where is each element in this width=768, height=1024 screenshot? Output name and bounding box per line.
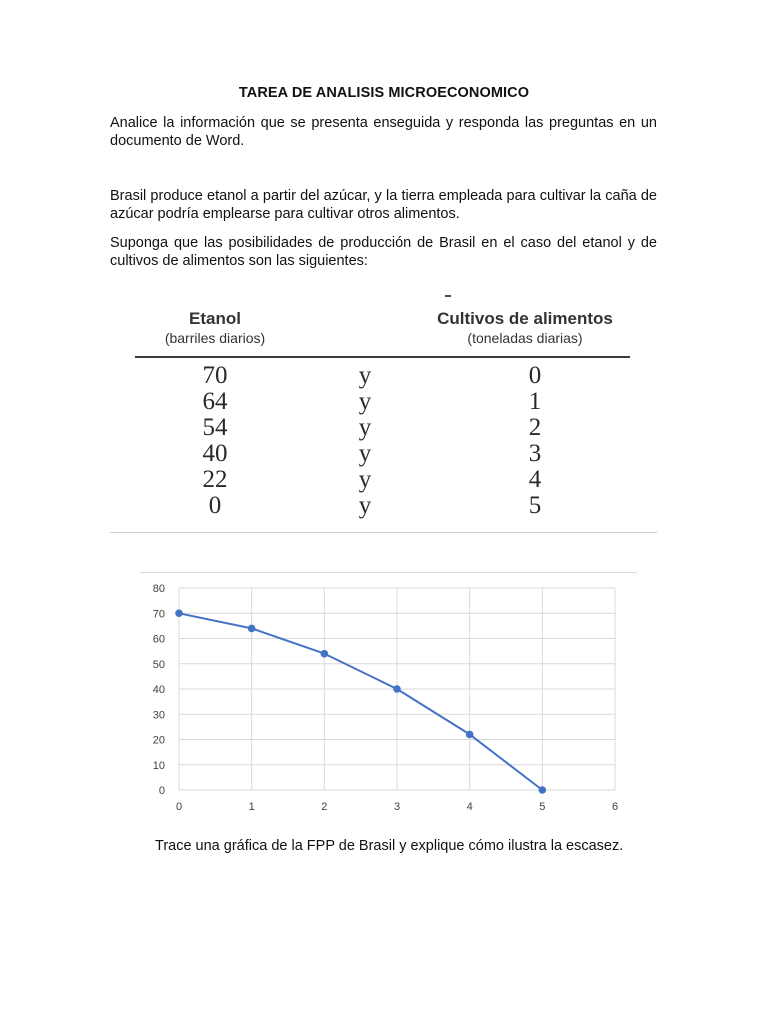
header-rule xyxy=(135,356,630,358)
question-text: Trace una gráfica de la FPP de Brasil y explique cómo ilustra la escasez. xyxy=(155,838,624,854)
document-title: TAREA DE ANALISIS MICROECONOMICO xyxy=(238,85,530,101)
y-tick-label: 70 xyxy=(152,608,165,621)
header-cultivos-unit: (toneladas diarias) xyxy=(467,330,583,346)
etanol-value: 54 xyxy=(202,414,228,441)
y-tick-label: 0 xyxy=(158,785,165,797)
y-tick-label: 60 xyxy=(152,633,165,646)
data-point xyxy=(175,609,183,617)
section-divider xyxy=(110,532,657,533)
y-tick-label: 30 xyxy=(152,709,165,722)
table-row xyxy=(135,441,630,467)
conjunction: y xyxy=(358,440,372,467)
ppf-chart-svg xyxy=(140,572,637,824)
conjunction: y xyxy=(358,466,372,493)
cultivos-value: 4 xyxy=(528,466,542,493)
cultivos-value: 0 xyxy=(528,362,542,389)
data-point xyxy=(393,685,401,693)
data-point xyxy=(539,786,547,794)
header-etanol xyxy=(135,309,295,347)
cultivos-value: 5 xyxy=(528,492,542,519)
assumption-paragraph: Suponga que las posibilidades de producción de Brasil en el caso del etanol y de cultivos de alimentos son las siguientes: xyxy=(110,235,657,269)
etanol-value: 40 xyxy=(202,440,228,467)
etanol-value: 0 xyxy=(208,492,222,519)
table-row xyxy=(135,389,630,415)
production-possibilities-table xyxy=(135,295,630,525)
conjunction: y xyxy=(358,362,372,389)
y-tick-label: 20 xyxy=(152,734,165,747)
y-tick-label: 80 xyxy=(152,583,165,595)
etanol-value: 70 xyxy=(202,362,228,389)
x-tick-label: 4 xyxy=(466,801,473,813)
context-paragraph: Brasil produce etanol a partir del azúcar, y la tierra empleada para cultivar la caña de azúcar podría emplearse para cultivar otros alimentos. xyxy=(110,188,657,222)
series-line xyxy=(179,613,542,790)
table-row xyxy=(135,363,630,389)
ppf-chart xyxy=(140,572,637,824)
intro-paragraph: Analice la información que se presenta enseguida y responda las preguntas en un documento de Word. xyxy=(110,115,657,149)
cultivos-value: 3 xyxy=(528,440,542,467)
x-tick-label: 3 xyxy=(393,801,401,813)
header-cultivos-title: Cultivos de alimentos xyxy=(437,309,613,328)
table-row xyxy=(135,467,630,493)
x-tick-label: 6 xyxy=(611,801,619,813)
x-tick-label: 2 xyxy=(321,801,328,813)
conjunction: y xyxy=(358,492,372,519)
table-row xyxy=(135,415,630,441)
header-cultivos xyxy=(425,309,625,347)
etanol-value: 22 xyxy=(202,466,228,493)
x-tick-label: 5 xyxy=(539,801,546,813)
x-tick-label: 0 xyxy=(175,801,183,813)
header-etanol-title: Etanol xyxy=(189,309,241,328)
data-point xyxy=(466,731,474,739)
etanol-value: 64 xyxy=(202,388,228,415)
table-row xyxy=(135,493,630,519)
data-point xyxy=(321,650,329,658)
y-tick-label: 40 xyxy=(152,684,165,696)
y-tick-label: 50 xyxy=(152,658,165,671)
data-point xyxy=(248,625,256,633)
header-etanol-unit: (barriles diarios) xyxy=(164,330,266,346)
x-tick-label: 1 xyxy=(248,801,255,813)
conjunction: y xyxy=(358,388,372,415)
cultivos-value: 1 xyxy=(528,388,542,415)
conjunction: y xyxy=(358,414,372,441)
y-tick-label: 10 xyxy=(152,759,165,772)
scan-mark xyxy=(445,295,451,297)
cultivos-value: 2 xyxy=(528,414,542,441)
